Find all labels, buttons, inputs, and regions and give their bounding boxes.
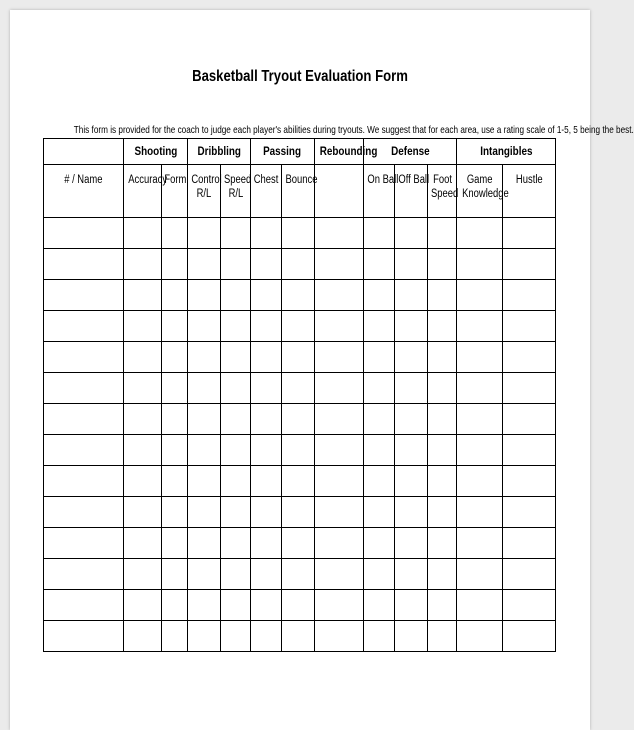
entry-cell[interactable] <box>221 621 251 652</box>
entry-cell[interactable] <box>364 497 395 528</box>
entry-cell[interactable] <box>221 373 251 404</box>
group-rebounding: Rebounding <box>315 139 364 165</box>
entry-cell[interactable] <box>124 404 162 435</box>
col-rebounding <box>315 165 364 218</box>
entry-cell[interactable] <box>315 621 364 652</box>
col-game-knowledge: Game Knowledge <box>457 165 503 218</box>
entry-cell[interactable] <box>188 497 221 528</box>
entry-cell[interactable] <box>124 497 162 528</box>
entry-cell[interactable] <box>395 342 428 373</box>
evaluation-table <box>43 138 556 652</box>
entry-cell[interactable] <box>282 373 315 404</box>
entry-cell[interactable] <box>251 342 282 373</box>
entry-cell[interactable] <box>503 435 556 466</box>
entry-cell[interactable] <box>315 497 364 528</box>
entry-cell[interactable] <box>188 404 221 435</box>
entry-cell[interactable] <box>315 466 364 497</box>
table-row <box>44 249 556 280</box>
entry-cell[interactable] <box>44 249 124 280</box>
table-row <box>44 590 556 621</box>
entry-cell[interactable] <box>221 218 251 249</box>
col-accuracy: Accuracy <box>124 165 162 218</box>
entry-cell[interactable] <box>457 404 503 435</box>
entry-cell[interactable] <box>188 435 221 466</box>
entry-cell[interactable] <box>364 466 395 497</box>
entry-cell[interactable] <box>221 311 251 342</box>
entry-cell[interactable] <box>162 218 188 249</box>
entry-cell[interactable] <box>251 218 282 249</box>
col-foot-speed: Foot Speed <box>428 165 457 218</box>
entry-cell[interactable] <box>428 466 457 497</box>
entry-cell[interactable] <box>457 218 503 249</box>
entry-cell[interactable] <box>395 528 428 559</box>
entry-cell[interactable] <box>124 559 162 590</box>
entry-cell[interactable] <box>282 590 315 621</box>
entry-cell[interactable] <box>364 621 395 652</box>
entry-cell[interactable] <box>44 559 124 590</box>
entry-cell[interactable] <box>124 218 162 249</box>
entry-cell[interactable] <box>221 528 251 559</box>
entry-cell[interactable] <box>364 249 395 280</box>
entry-cell[interactable] <box>251 373 282 404</box>
table-row <box>44 404 556 435</box>
group-defense: Defense <box>364 139 457 165</box>
col-control: Control R/L <box>188 165 221 218</box>
entry-cell[interactable] <box>364 559 395 590</box>
entry-cell[interactable] <box>221 466 251 497</box>
entry-cell[interactable] <box>162 559 188 590</box>
entry-cell[interactable] <box>395 249 428 280</box>
group-header-row <box>44 139 556 165</box>
entry-cell[interactable] <box>251 466 282 497</box>
entry-cell[interactable] <box>364 528 395 559</box>
entry-cell[interactable] <box>251 497 282 528</box>
entry-cell[interactable] <box>503 218 556 249</box>
group-intangibles: Intangibles <box>457 139 556 165</box>
entry-cell[interactable] <box>364 590 395 621</box>
entry-cell[interactable] <box>457 466 503 497</box>
entry-cell[interactable] <box>315 373 364 404</box>
entry-cell[interactable] <box>124 590 162 621</box>
entry-cell[interactable] <box>428 218 457 249</box>
entry-cell[interactable] <box>44 404 124 435</box>
entry-cell[interactable] <box>162 621 188 652</box>
entry-cell[interactable] <box>162 342 188 373</box>
entry-cell[interactable] <box>503 373 556 404</box>
entry-cell[interactable] <box>503 497 556 528</box>
entry-cell[interactable] <box>457 249 503 280</box>
entry-cell[interactable] <box>251 435 282 466</box>
entry-cell[interactable] <box>457 311 503 342</box>
entry-cell[interactable] <box>221 590 251 621</box>
entry-cell[interactable] <box>282 559 315 590</box>
entry-cell[interactable] <box>457 559 503 590</box>
entry-cell[interactable] <box>44 342 124 373</box>
entry-cell[interactable] <box>428 559 457 590</box>
entry-cell[interactable] <box>364 373 395 404</box>
column-header-row <box>44 165 556 218</box>
entry-cell[interactable] <box>395 373 428 404</box>
entry-cell[interactable] <box>364 435 395 466</box>
entry-cell[interactable] <box>251 249 282 280</box>
entry-cell[interactable] <box>282 218 315 249</box>
entry-cell[interactable] <box>395 559 428 590</box>
entry-cell[interactable] <box>282 404 315 435</box>
entry-cell[interactable] <box>124 342 162 373</box>
entry-cell[interactable] <box>162 249 188 280</box>
entry-cell[interactable] <box>44 497 124 528</box>
entry-cell[interactable] <box>44 280 124 311</box>
table-row <box>44 466 556 497</box>
entry-cell[interactable] <box>503 342 556 373</box>
entry-cell[interactable] <box>428 590 457 621</box>
entry-cell[interactable] <box>44 218 124 249</box>
entry-cell[interactable] <box>188 342 221 373</box>
entry-cell[interactable] <box>503 311 556 342</box>
entry-cell[interactable] <box>162 373 188 404</box>
entry-cell[interactable] <box>251 280 282 311</box>
entry-cell[interactable] <box>124 373 162 404</box>
entry-cell[interactable] <box>44 528 124 559</box>
entry-cell[interactable] <box>162 404 188 435</box>
entry-cell[interactable] <box>457 621 503 652</box>
entry-cell[interactable] <box>188 373 221 404</box>
entry-cell[interactable] <box>251 404 282 435</box>
entry-cell[interactable] <box>124 621 162 652</box>
col-off-ball: Off Ball <box>395 165 428 218</box>
entry-cell[interactable] <box>395 218 428 249</box>
entry-cell[interactable] <box>188 590 221 621</box>
entry-cell[interactable] <box>315 218 364 249</box>
table-row <box>44 621 556 652</box>
entry-cell[interactable] <box>364 311 395 342</box>
entry-cell[interactable] <box>503 559 556 590</box>
entry-cell[interactable] <box>188 466 221 497</box>
entry-cell[interactable] <box>457 435 503 466</box>
entry-cell[interactable] <box>221 249 251 280</box>
entry-cell[interactable] <box>221 497 251 528</box>
col-form: Form <box>162 165 188 218</box>
entry-cell[interactable] <box>124 311 162 342</box>
entry-cell[interactable] <box>315 435 364 466</box>
col-chest: Chest <box>251 165 282 218</box>
entry-cell[interactable] <box>124 466 162 497</box>
entry-cell[interactable] <box>282 311 315 342</box>
entry-cell[interactable] <box>188 249 221 280</box>
group-dribbling: Dribbling <box>188 139 251 165</box>
entry-cell[interactable] <box>503 590 556 621</box>
entry-cell[interactable] <box>315 342 364 373</box>
entry-cell[interactable] <box>428 280 457 311</box>
entry-cell[interactable] <box>315 249 364 280</box>
col-on-ball: On Ball <box>364 165 395 218</box>
entry-cell[interactable] <box>364 404 395 435</box>
entry-cell[interactable] <box>395 621 428 652</box>
entry-cell[interactable] <box>221 435 251 466</box>
entry-cell[interactable] <box>44 311 124 342</box>
table-row <box>44 342 556 373</box>
table-row <box>44 218 556 249</box>
entry-cell[interactable] <box>364 218 395 249</box>
entry-cell[interactable] <box>188 621 221 652</box>
entry-cell[interactable] <box>188 218 221 249</box>
entry-cell[interactable] <box>395 435 428 466</box>
col-hustle: Hustle <box>503 165 556 218</box>
entry-cell[interactable] <box>503 404 556 435</box>
entry-cell[interactable] <box>457 497 503 528</box>
entry-cell[interactable] <box>251 590 282 621</box>
entry-cell[interactable] <box>188 311 221 342</box>
entry-cell[interactable] <box>457 528 503 559</box>
entry-cell[interactable] <box>251 528 282 559</box>
col-bounce: Bounce <box>282 165 315 218</box>
entry-cell[interactable] <box>124 435 162 466</box>
entry-cell[interactable] <box>44 435 124 466</box>
entry-cell[interactable] <box>188 559 221 590</box>
entry-cell[interactable] <box>44 590 124 621</box>
entry-cell[interactable] <box>282 621 315 652</box>
entry-cell[interactable] <box>315 404 364 435</box>
entry-cell[interactable] <box>162 590 188 621</box>
entry-cell[interactable] <box>44 621 124 652</box>
entry-cell[interactable] <box>282 528 315 559</box>
entry-cell[interactable] <box>503 466 556 497</box>
group-shooting: Shooting <box>124 139 188 165</box>
entry-cell[interactable] <box>162 280 188 311</box>
entry-cell[interactable] <box>162 497 188 528</box>
intro-text: This form is provided for the coach to judge each player's abilities during tryouts. We suggest that for each area, use a rating scale of 1-5, 5 being the best. <box>73 124 634 136</box>
entry-cell[interactable] <box>282 280 315 311</box>
group-cell-empty <box>44 139 124 165</box>
entry-cell[interactable] <box>457 373 503 404</box>
entry-cell[interactable] <box>188 280 221 311</box>
entry-cell[interactable] <box>251 559 282 590</box>
table-row <box>44 559 556 590</box>
entry-cell[interactable] <box>282 435 315 466</box>
entry-cell[interactable] <box>162 528 188 559</box>
document-page <box>10 10 634 730</box>
entry-cell[interactable] <box>251 311 282 342</box>
table-row <box>44 311 556 342</box>
entry-cell[interactable] <box>428 621 457 652</box>
page-title: Basketball Tryout Evaluation Form <box>192 68 408 85</box>
entry-cell[interactable] <box>124 528 162 559</box>
entry-cell[interactable] <box>282 342 315 373</box>
entry-cell[interactable] <box>221 342 251 373</box>
entry-cell[interactable] <box>282 497 315 528</box>
entry-cell[interactable] <box>428 528 457 559</box>
entry-cell[interactable] <box>282 249 315 280</box>
col-speed: Speed R/L <box>221 165 251 218</box>
entry-cell[interactable] <box>428 497 457 528</box>
entry-cell[interactable] <box>315 311 364 342</box>
entry-cell[interactable] <box>395 497 428 528</box>
entry-cell[interactable] <box>428 342 457 373</box>
entry-cell[interactable] <box>221 404 251 435</box>
entry-cell[interactable] <box>428 435 457 466</box>
entry-cell[interactable] <box>124 280 162 311</box>
entry-cell[interactable] <box>428 249 457 280</box>
table-row <box>44 528 556 559</box>
table-row <box>44 435 556 466</box>
entry-cell[interactable] <box>162 311 188 342</box>
entry-cell[interactable] <box>221 280 251 311</box>
entry-cell[interactable] <box>315 559 364 590</box>
entry-cell[interactable] <box>503 621 556 652</box>
entry-cell[interactable] <box>162 466 188 497</box>
entry-cell[interactable] <box>282 466 315 497</box>
entry-cell[interactable] <box>315 280 364 311</box>
entry-cell[interactable] <box>457 342 503 373</box>
entry-cell[interactable] <box>44 466 124 497</box>
entry-cell[interactable] <box>457 280 503 311</box>
table-row <box>44 373 556 404</box>
entry-cell[interactable] <box>364 342 395 373</box>
entry-cell[interactable] <box>44 373 124 404</box>
table-row <box>44 280 556 311</box>
entry-cell[interactable] <box>395 404 428 435</box>
entry-cell[interactable] <box>428 311 457 342</box>
entry-cell[interactable] <box>428 373 457 404</box>
entry-cell[interactable] <box>251 621 282 652</box>
entry-cell[interactable] <box>315 528 364 559</box>
entry-cell[interactable] <box>124 249 162 280</box>
col-number-name: # / Name <box>44 165 124 218</box>
entry-cell[interactable] <box>503 249 556 280</box>
entry-cell[interactable] <box>221 559 251 590</box>
entry-cell[interactable] <box>364 280 395 311</box>
entry-cell[interactable] <box>395 311 428 342</box>
entry-cell[interactable] <box>315 590 364 621</box>
entry-cell[interactable] <box>428 404 457 435</box>
group-passing: Passing <box>251 139 315 165</box>
entry-cell[interactable] <box>395 280 428 311</box>
entry-cell[interactable] <box>162 435 188 466</box>
entry-cell[interactable] <box>188 528 221 559</box>
entry-cell[interactable] <box>395 466 428 497</box>
entry-cell[interactable] <box>457 590 503 621</box>
entry-cell[interactable] <box>395 590 428 621</box>
entry-cell[interactable] <box>503 280 556 311</box>
entry-cell[interactable] <box>503 528 556 559</box>
table-row <box>44 497 556 528</box>
